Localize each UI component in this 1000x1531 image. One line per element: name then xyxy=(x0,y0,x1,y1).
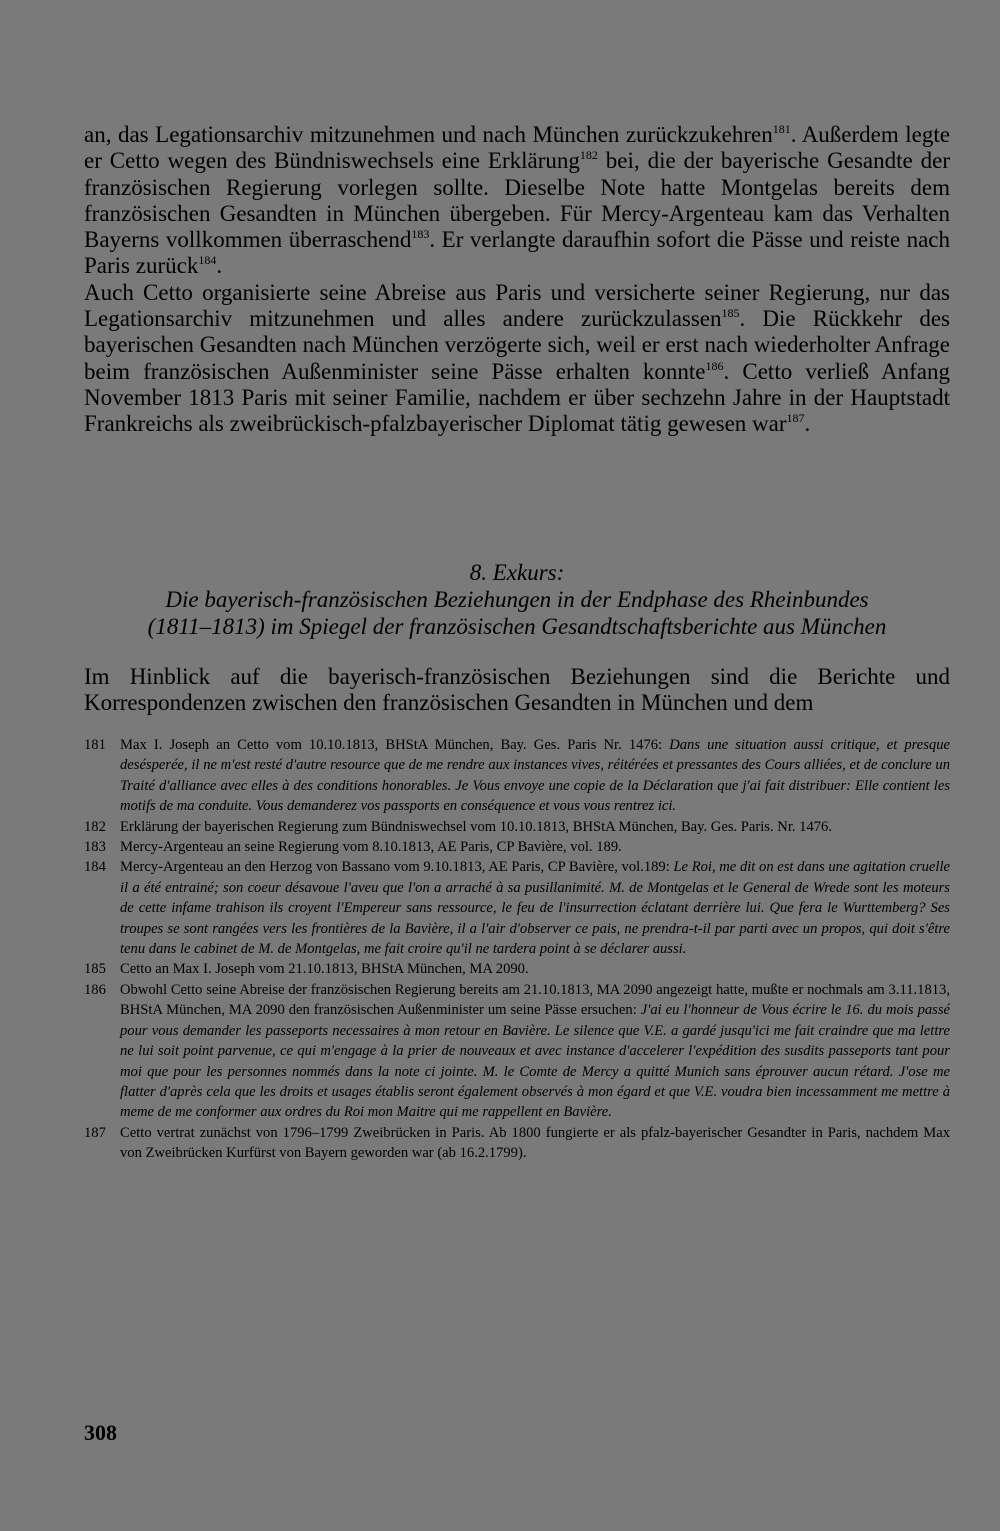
paragraph-2 xyxy=(84,280,950,438)
text-segment: bei, die der bayerische Gesandte der französischen Regierung vorlegen sollte. Dieselbe Note hatte Montgelas bereits dem französischen Gesandten in München übergeben. Für Mercy-Argenteau kam das Verhalten Bayerns vollkommen überraschend xyxy=(84,148,950,253)
footnote-183 xyxy=(84,837,950,857)
footnote-text xyxy=(120,1123,950,1164)
section-heading xyxy=(84,560,950,640)
footnote-number: 183 xyxy=(84,839,106,856)
footnote-186 xyxy=(84,980,950,1123)
footnote-citation: Obwohl Cetto seine Abreise der französischen Regierung bereits am 21.10.1813, MA 2090 angezeigt hatte, mußte er nochmals am 3.11.1813, BHStA München, MA 2090 den französischen Außenminister um seine Pässe ersuchen: xyxy=(120,981,950,1019)
footnote-quote: J'ai eu l'honneur de Vous écrire le 16. du mois passé pour vous demander les passeports necessaires à mon retour en Bavière. Le silence que V.E. a gardé jusqu'ici me fait craindre que ma lettre ne lui soit point parvenue, ce qui m'engage à la prier de nouveaux et avec instance d'accelerer l'expédition des susdits passeports tant pour moi que pour les personnes nommés dans la note ci jointe. M. le Comte de Mercy a quitté Munich sans éprouver aucun rétard. J'ose me flatter d'après cela que les droits et usages établis seront également observés à mon égard et que V.E. voudra bien incessamment me mettre à meme de me conformer aux ordres du Roi mon Maitre qui me rappellent en Bavière. xyxy=(120,1002,950,1121)
footnote-number: 185 xyxy=(84,961,106,978)
footnote-quote: Dans une situation aussi critique, et presque desésperée, il ne m'est resté d'autre resource que de me rendre aux instances vives, réitérées et pressantes des Cours alliées, et de conclure un Traité d'alliance avec elles à des conditions honorables. Je Vous envoye une copie de la Déclaration que j'ai fait distribuer: Elle contient les motifs de ma conduite. Vous demanderez vos passports en conséquence et vous vous rentrez ici. xyxy=(120,737,951,815)
footnote-ref-183[interactable]: 183 xyxy=(411,227,430,242)
text-segment: . Cetto verließ Anfang November 1813 Paris mit seiner Familie, nachdem er über sechzehn Jahre in der Hauptstadt Frankreichs als zweibrückisch-pfalzbayerischer Diplomat tätig gewesen war xyxy=(84,358,950,437)
footnote-citation: Mercy-Argenteau an den Herzog von Bassano vom 9.10.1813, AE Paris, CP Bavière, vol.189: xyxy=(120,859,674,876)
footnote-number: 184 xyxy=(84,859,106,876)
footnote-text xyxy=(120,837,950,857)
footnote-quote: Le Roi, me dit on est dans une agitation cruelle il a été entrainé; son coeur désavoue l'aveu que l'on a arraché à sa pusillanimité. M. de Montgelas et le General de Wrede sont les moteurs de cette infame trahison ils croyent l'Empereur sans ressource, le feu de l'insurrection éclatant derrière lui. Que fera le Wurttemberg? Ses troupes se sont rangées vers les frontières de la Bavière, il a l'air d'observer ce pais, ne prendra-t-il par parti avec un propos, qui doit s'être tenu dans le cabinet de M. de Montgelas, me fait croire qu'il ne tardera point à se déclarer aussi. xyxy=(120,859,950,958)
footnote-citation: Erklärung der bayerischen Regierung zum Bündniswechsel vom 10.10.1813, BHStA München, Bay. Ges. Paris. Nr. 1476. xyxy=(120,818,833,835)
page-number: 308 xyxy=(84,1420,117,1445)
section-intro xyxy=(84,664,950,717)
text-segment: . Die Rückkehr des bayerischen Gesandten nach München verzögerte sich, weil er erst nach wiederholter Anfrage beim französischen Außenminister seine Pässe erhalten konnte xyxy=(84,306,950,384)
footnote-citation: Mercy-Argenteau an seine Regierung vom 8.10.1813, AE Paris, CP Bavière, vol. 189. xyxy=(120,839,622,856)
text-segment: . Er verlangte daraufhin sofort die Pässe und reiste nach Paris zurück xyxy=(84,227,950,279)
section-title-line-2: (1811–1813) im Spiegel der französischen Gesandtschaftsberichte aus München xyxy=(147,613,887,639)
section-intro-paragraph: Im Hinblick auf die bayerisch-französischen Beziehungen sind die Berichte und Korrespondenzen zwischen den französischen Gesandten in München und dem xyxy=(84,664,950,716)
text-segment: Auch Cetto organisierte seine Abreise aus Paris und versicherte seiner Regierung, nur das Legationsarchiv mitzunehmen und alles andere zurückzulassen xyxy=(84,279,950,332)
footnote-185 xyxy=(84,959,950,979)
footnote-number: 182 xyxy=(84,818,106,835)
text-segment: an, das Legationsarchiv mitzunehmen und nach München zurückzukehren xyxy=(84,122,773,147)
footnote-184 xyxy=(84,857,950,959)
section-number: 8. Exkurs: xyxy=(469,560,565,585)
section-title-line-1: Die bayerisch-französischen Beziehungen in der Endphase des Rheinbundes xyxy=(165,586,869,612)
text-segment: . xyxy=(216,253,223,279)
paragraph-1 xyxy=(84,122,950,280)
text-segment: . Außerdem legte er Cetto wegen des Bündniswechsels eine Erklärung xyxy=(84,122,950,174)
footnote-number: 187 xyxy=(84,1124,106,1141)
footnote-ref-184[interactable]: 184 xyxy=(198,253,217,268)
footnote-ref-187[interactable]: 187 xyxy=(786,411,805,426)
footnote-ref-186[interactable]: 186 xyxy=(705,358,724,373)
footnote-ref-182[interactable]: 182 xyxy=(579,148,598,163)
footnote-text xyxy=(120,980,950,1123)
footnotes xyxy=(84,735,950,1164)
footnote-citation: Cetto vertrat zunächst von 1796–1799 Zweibrücken in Paris. Ab 1800 fungierte er als pfalz-bayerischer Gesandter in Paris, nachdem Max von Zweibrücken Kurfürst von Bayern geworden war (ab 16.2.1799). xyxy=(120,1124,950,1162)
main-body-text xyxy=(84,122,950,438)
footnote-text xyxy=(120,817,950,837)
footnote-ref-181[interactable]: 181 xyxy=(772,122,791,136)
footnote-text xyxy=(120,857,950,959)
footnote-181 xyxy=(84,735,950,817)
text-segment: . xyxy=(804,411,811,437)
footnote-187 xyxy=(84,1123,950,1164)
footnote-text xyxy=(120,959,950,979)
footnote-citation: Max I. Joseph an Cetto vom 10.10.1813, BHStA München, Bay. Ges. Paris Nr. 1476: xyxy=(120,737,670,753)
footnote-text xyxy=(120,735,950,817)
footnote-ref-185[interactable]: 185 xyxy=(721,306,740,321)
footnote-number: 181 xyxy=(84,737,106,753)
footnote-citation: Cetto an Max I. Joseph vom 21.10.1813, BHStA München, MA 2090. xyxy=(120,961,529,978)
footnote-182 xyxy=(84,817,950,837)
footnote-number: 186 xyxy=(84,981,106,998)
